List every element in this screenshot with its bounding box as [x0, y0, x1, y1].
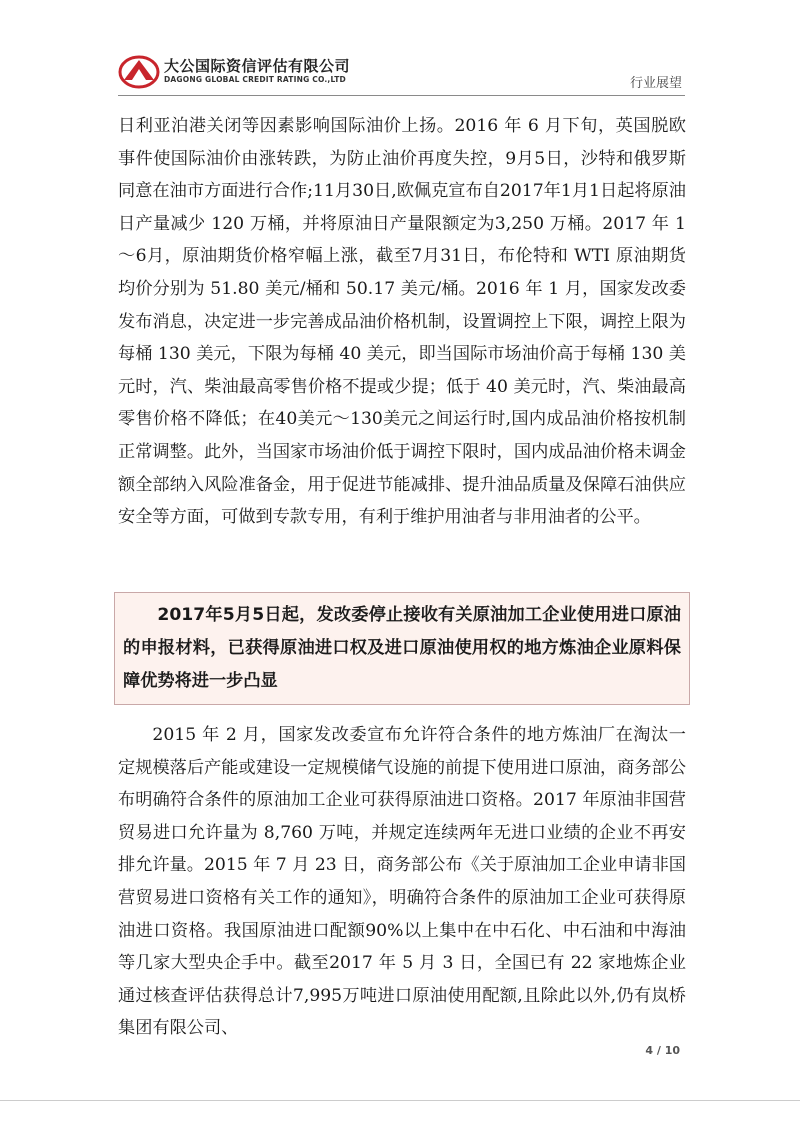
- section-label: 行业展望: [629, 76, 682, 91]
- company-name-en: DAGONG GLOBAL CREDIT RATING CO.,LTD: [164, 75, 346, 84]
- page-content: [118, 110, 686, 1045]
- highlight-box: [114, 592, 690, 705]
- dagong-logo-icon: [118, 54, 160, 90]
- header-divider: [118, 95, 685, 96]
- footer-divider: [0, 1100, 800, 1101]
- highlight-text: 2017年5月5日起，发改委停止接收有关原油加工企业使用进口原油的申报材料，已获得原油进口权及进口原油使用权的地方炼油企业原料保障优势将进一步凸显: [123, 605, 681, 691]
- paragraph-import-quota: 2015 年 2 月，国家发改委宣布允许符合条件的地方炼油厂在淘汰一定规模落后产能或建设一定规模储气设施的前提下使用进口原油，商务部公布明确符合条件的原油加工企业可获得原油进口资格。2017 年原油非国营贸易进口允许量为 8,760 万吨，并规定连续两年无进口业绩的企业不再安排允许量。2015 年 7 月 23 日，商务部公布《关于原油加工企业申请非国营贸易进口资格有关工作的通知》，明确符合条件的原油加工企业可获得原油进口资格。我国原油进口配额90%以上集中在中石化、中石油和中海油等几家大型央企手中。截至2017 年 5 月 3 日，全国已有 22 家地炼企业通过核查评估获得总计7,995万吨进口原油使用配额,且除此以外,仍有岚桥集团有限公司、: [118, 725, 686, 1039]
- paragraph-oil-price: 日利亚泊港关闭等因素影响国际油价上扬。2016 年 6 月下旬，英国脱欧事件使国际油价由涨转跌，为防止油价再度失控，9月5日，沙特和俄罗斯同意在油市方面进行合作;11月30日,欧佩克宣布自2017年1月1日起将原油日产量减少 120 万桶，并将原油日产量限额定为3,250 万桶。2017 年 1～6月，原油期货价格窄幅上涨，截至7月31日，布伦特和 WTI 原油期货均价分别为 51.80 美元/桶和 50.17 美元/桶。2016 年 1 月，国家发改委发布消息，决定进一步完善成品油价格机制，设置调控上下限，调控上限为每桶 130 美元，下限为每桶 40 美元，即当国际市场油价高于每桶 130 美元时，汽、柴油最高零售价格不提或少提；低于 40 美元时，汽、柴油最高零售价格不降低；在40美元～130美元之间运行时,国内成品油价格按机制正常调整。此外，当国家市场油价低于调控下限时，国内成品油价格未调金额全部纳入风险准备金，用于促进节能减排、提升油品质量及保障石油供应安全等方面，可做到专款专用，有利于维护用油者与非用油者的公平。: [118, 116, 686, 528]
- page-number: 4 / 10: [645, 1044, 680, 1057]
- page-header: [0, 0, 800, 100]
- company-name-cn: 大公国际资信评估有限公司: [164, 57, 351, 75]
